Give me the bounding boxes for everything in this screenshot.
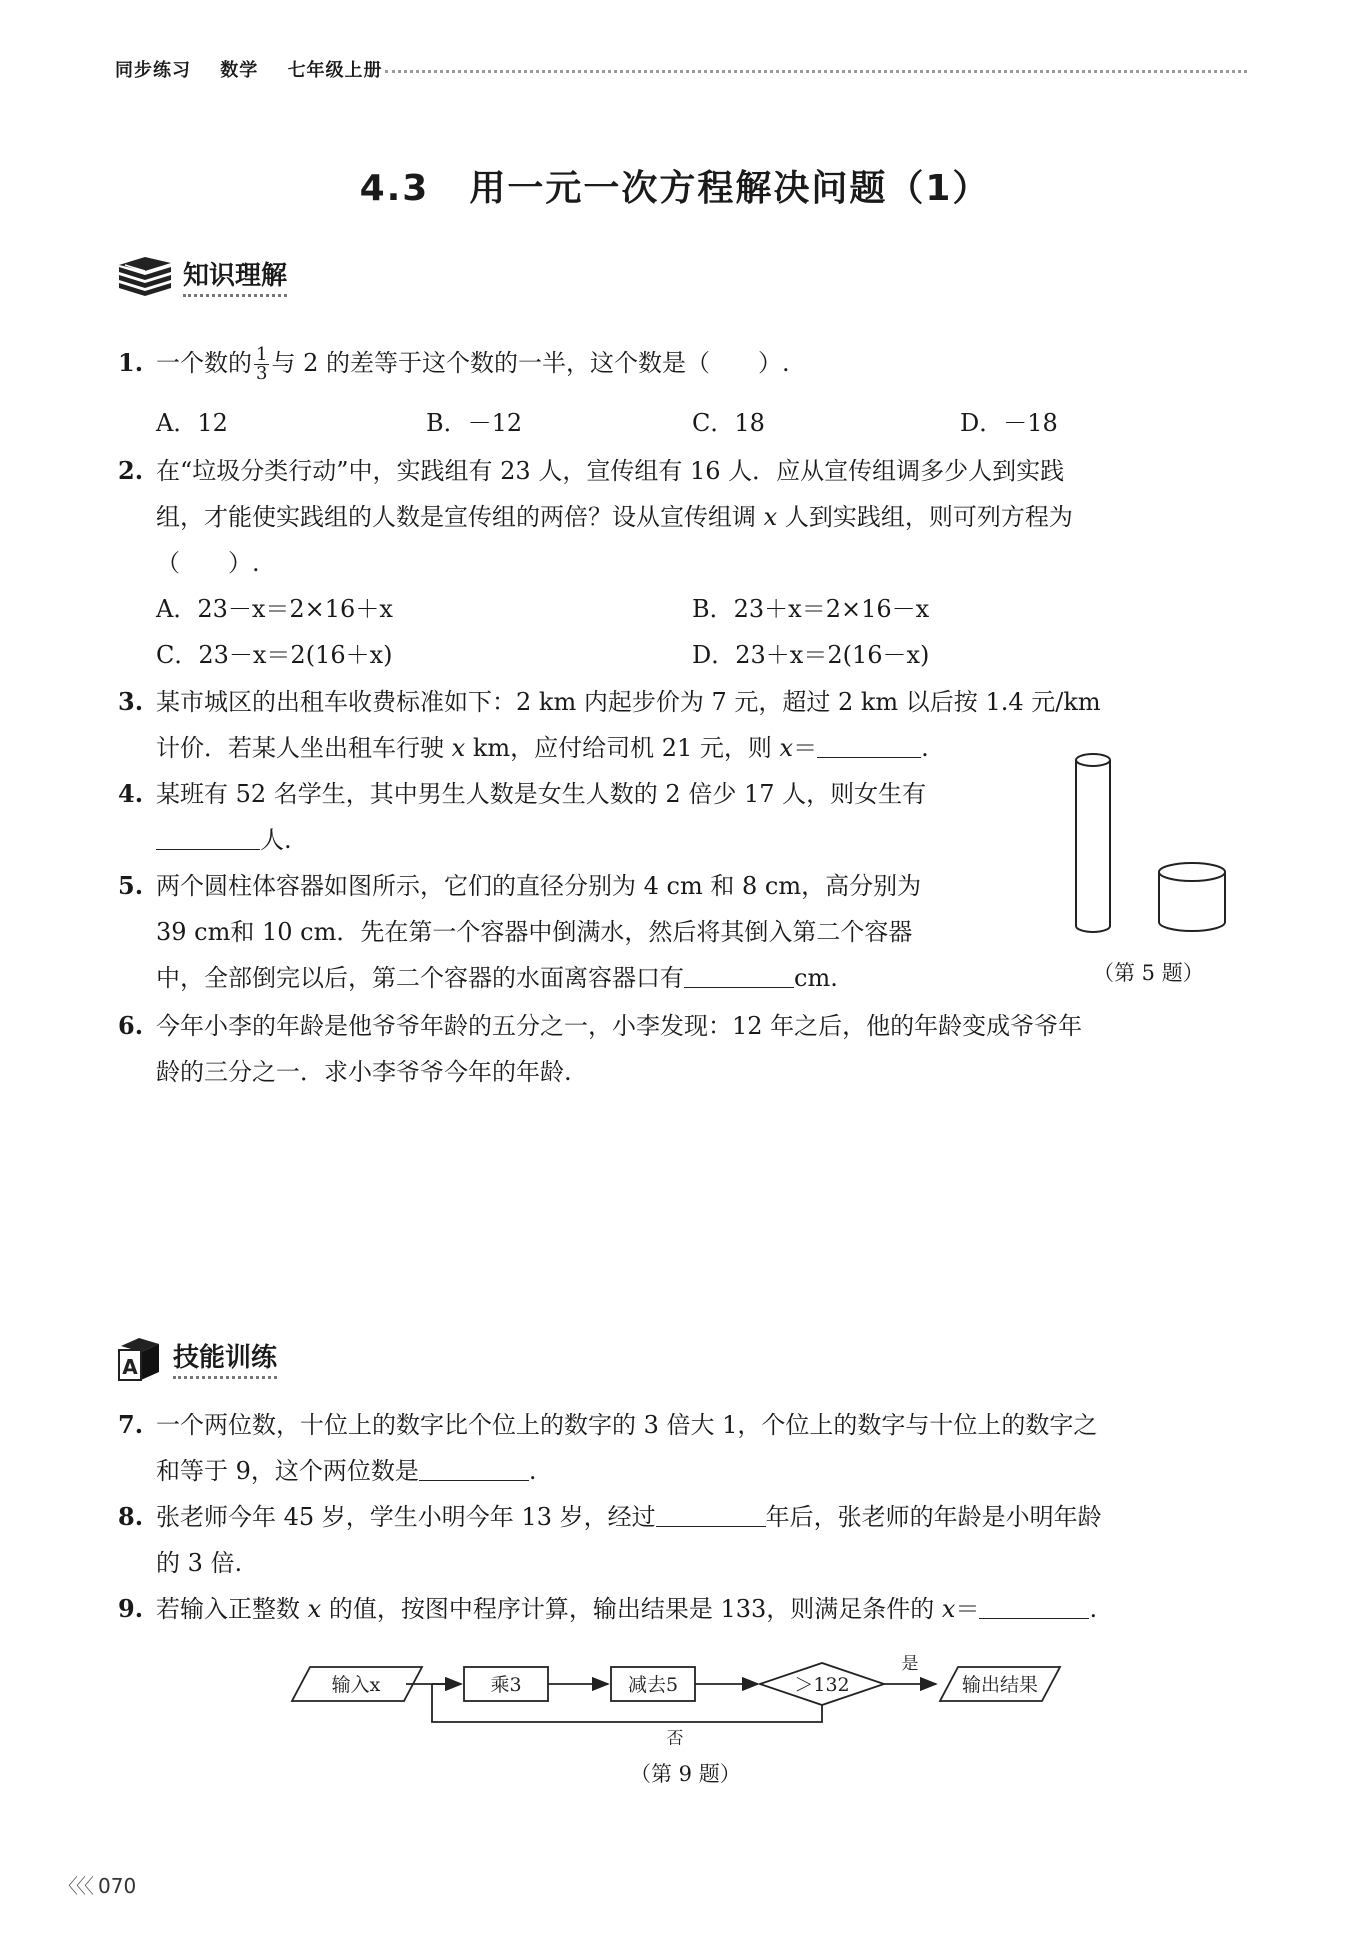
q1-option-b: B．－12 bbox=[426, 409, 523, 437]
header-subject: 数学 bbox=[220, 60, 259, 81]
q8-line-2: 的 3 倍. bbox=[156, 1549, 243, 1577]
header-divider bbox=[385, 70, 1247, 73]
q7-line-1: 一个两位数，十位上的数字比个位上的数字的 3 倍大 1，个位上的数字与十位上的数字之 bbox=[156, 1411, 1098, 1439]
question-number: 8. bbox=[118, 1502, 144, 1531]
question-1 bbox=[118, 340, 790, 386]
q9-line1-a: 若输入正整数 bbox=[156, 1595, 308, 1623]
figure-5-caption: （第 5 题） bbox=[1093, 961, 1204, 985]
section-knowledge-heading bbox=[115, 253, 287, 299]
q2-option-a: A．23－x＝2×16＋x bbox=[156, 595, 393, 623]
flow-input-label: 输入x bbox=[331, 1674, 381, 1696]
question-4 bbox=[118, 771, 926, 863]
q2-option-d: D．23＋x＝2(16－x) bbox=[692, 641, 930, 669]
q9-line-1 bbox=[156, 1586, 1097, 1632]
q2-line2-b: 人到实践组，则可列方程为 bbox=[777, 503, 1073, 531]
q3-line2-a: 计价．若某人坐出租车行驶 bbox=[156, 734, 452, 762]
letter-a-cube-icon bbox=[115, 1334, 165, 1382]
question-number: 5. bbox=[118, 871, 144, 900]
variable-x: x bbox=[941, 1595, 956, 1623]
answer-blank[interactable] bbox=[684, 961, 794, 988]
answer-blank[interactable] bbox=[156, 823, 260, 850]
q2-line2-a: 组，才能使实践组的人数是宣传组的两倍？设从宣传组调 bbox=[156, 503, 764, 531]
answer-blank[interactable] bbox=[817, 731, 921, 758]
answer-blank[interactable] bbox=[419, 1454, 529, 1481]
q2-option-b: B．23＋x＝2×16－x bbox=[692, 595, 930, 623]
answer-blank[interactable] bbox=[979, 1592, 1089, 1619]
question-9 bbox=[118, 1586, 1097, 1632]
flow-yes-label: 是 bbox=[901, 1655, 919, 1674]
q5-line-3 bbox=[156, 955, 921, 1001]
header-grade: 七年级上册 bbox=[287, 60, 383, 81]
title-text: 用一元一次方程解决问题（1） bbox=[469, 168, 991, 209]
title-number: 4.3 bbox=[359, 168, 430, 209]
flow-no-label: 否 bbox=[666, 1729, 684, 1745]
program-flowchart bbox=[290, 1655, 1080, 1745]
flow-subtract-label: 减去5 bbox=[627, 1674, 679, 1696]
q5-line-2: 39 cm和 10 cm．先在第一个容器中倒满水，然后将其倒入第二个容器 bbox=[156, 918, 913, 946]
flow-condition-label: ＞132 bbox=[794, 1674, 850, 1696]
header-book: 同步练习 bbox=[115, 60, 191, 81]
q2-line-1: 在“垃圾分类行动”中，实践组有 23 人，宣传组有 16 人．应从宣传组调多少人到实践 bbox=[156, 457, 1065, 485]
figure-9-caption: （第 9 题） bbox=[630, 1762, 741, 1786]
answer-blank[interactable] bbox=[656, 1500, 766, 1527]
question-number: 6. bbox=[118, 1011, 144, 1040]
question-number: 2. bbox=[118, 456, 144, 485]
cylinders-figure bbox=[1068, 748, 1248, 938]
question-3 bbox=[118, 679, 1101, 771]
q5-line3-a: 中，全部倒完以后，第二个容器的水面离容器口有 bbox=[156, 964, 684, 992]
q3-line-2 bbox=[156, 725, 1101, 771]
page-title bbox=[0, 160, 1350, 211]
question-8 bbox=[118, 1494, 1102, 1586]
section-skills-heading bbox=[115, 1334, 277, 1382]
variable-x: x bbox=[451, 734, 466, 762]
q1-option-c: C．18 bbox=[692, 409, 765, 437]
variable-x: x bbox=[763, 503, 778, 531]
q1-option-a: A．12 bbox=[156, 409, 228, 437]
variable-x: x bbox=[307, 1595, 322, 1623]
question-number: 1. bbox=[118, 348, 144, 377]
q7-period: . bbox=[528, 1457, 537, 1485]
running-header bbox=[115, 56, 405, 82]
q2-line-3: （ ）. bbox=[156, 549, 260, 577]
q3-line2-b: km，应付给司机 21 元，则 bbox=[465, 734, 780, 762]
q9-line1-b: 的值，按图中程序计算，输出结果是 133，则满足条件的 bbox=[321, 1595, 942, 1623]
variable-x: x bbox=[779, 734, 794, 762]
q1-text-post: 与 2 的差等于这个数的一半，这个数是（ ）. bbox=[271, 349, 790, 377]
q5-line-1: 两个圆柱体容器如图所示，它们的直径分别为 4 cm 和 8 cm，高分别为 bbox=[156, 872, 922, 900]
question-2 bbox=[118, 448, 1073, 586]
question-number: 7. bbox=[118, 1410, 144, 1439]
q8-line1-a: 张老师今年 45 岁，学生小明今年 13 岁，经过 bbox=[156, 1503, 656, 1531]
svg-text:A: A bbox=[122, 1355, 138, 1379]
q8-line-1 bbox=[156, 1494, 1102, 1540]
page-number: 070 bbox=[98, 1874, 137, 1898]
q3-equals: ＝ bbox=[793, 734, 818, 762]
question-number: 4. bbox=[118, 779, 144, 808]
q1-text-pre: 一个数的 bbox=[156, 349, 252, 377]
question-7 bbox=[118, 1402, 1097, 1494]
q3-line-1: 某市城区的出租车收费标准如下：2 km 内起步价为 7 元，超过 2 km 以后按 1.4 元/km bbox=[156, 688, 1101, 716]
q2-line-2 bbox=[156, 494, 1073, 540]
q9-equals: ＝ bbox=[955, 1595, 980, 1623]
fraction-numerator: 1 bbox=[256, 344, 268, 365]
q7-line-2 bbox=[156, 1448, 1097, 1494]
q8-line1-b: 年后，张老师的年龄是小明年龄 bbox=[765, 1503, 1102, 1531]
q3-period: . bbox=[921, 734, 929, 762]
q4-line2-text: 人. bbox=[260, 826, 292, 854]
question-6 bbox=[118, 1003, 1082, 1095]
q6-line-1: 今年小李的年龄是他爷爷年龄的五分之一，小李发现：12 年之后，他的年龄变成爷爷年 bbox=[156, 1012, 1083, 1040]
page-footer bbox=[58, 1870, 136, 1899]
section-skills-title: 技能训练 bbox=[173, 1337, 277, 1379]
fraction-one-third bbox=[254, 346, 269, 383]
q1-option-d: D．－18 bbox=[960, 409, 1058, 437]
question-number: 9. bbox=[118, 1594, 144, 1623]
books-icon bbox=[115, 253, 175, 299]
q4-line-2 bbox=[156, 817, 926, 863]
question-5 bbox=[118, 863, 921, 1001]
q2-option-c: C．23－x＝2(16＋x) bbox=[156, 641, 393, 669]
q7-line2-text: 和等于 9，这个两位数是 bbox=[156, 1457, 419, 1485]
q9-period: . bbox=[1089, 1595, 1098, 1623]
flow-output-label: 输出结果 bbox=[961, 1674, 1039, 1696]
question-number: 3. bbox=[118, 687, 144, 716]
q6-line-2: 龄的三分之一．求小李爷爷今年的年龄. bbox=[156, 1058, 572, 1086]
section-knowledge-title: 知识理解 bbox=[183, 255, 287, 297]
q5-line3-b: cm. bbox=[794, 964, 838, 992]
chevron-left-icon: 〈〈〈 bbox=[58, 1874, 92, 1898]
fraction-denominator: 3 bbox=[256, 363, 268, 384]
flow-multiply-label: 乘3 bbox=[490, 1674, 522, 1696]
q4-line-1: 某班有 52 名学生，其中男生人数是女生人数的 2 倍少 17 人，则女生有 bbox=[156, 780, 927, 808]
